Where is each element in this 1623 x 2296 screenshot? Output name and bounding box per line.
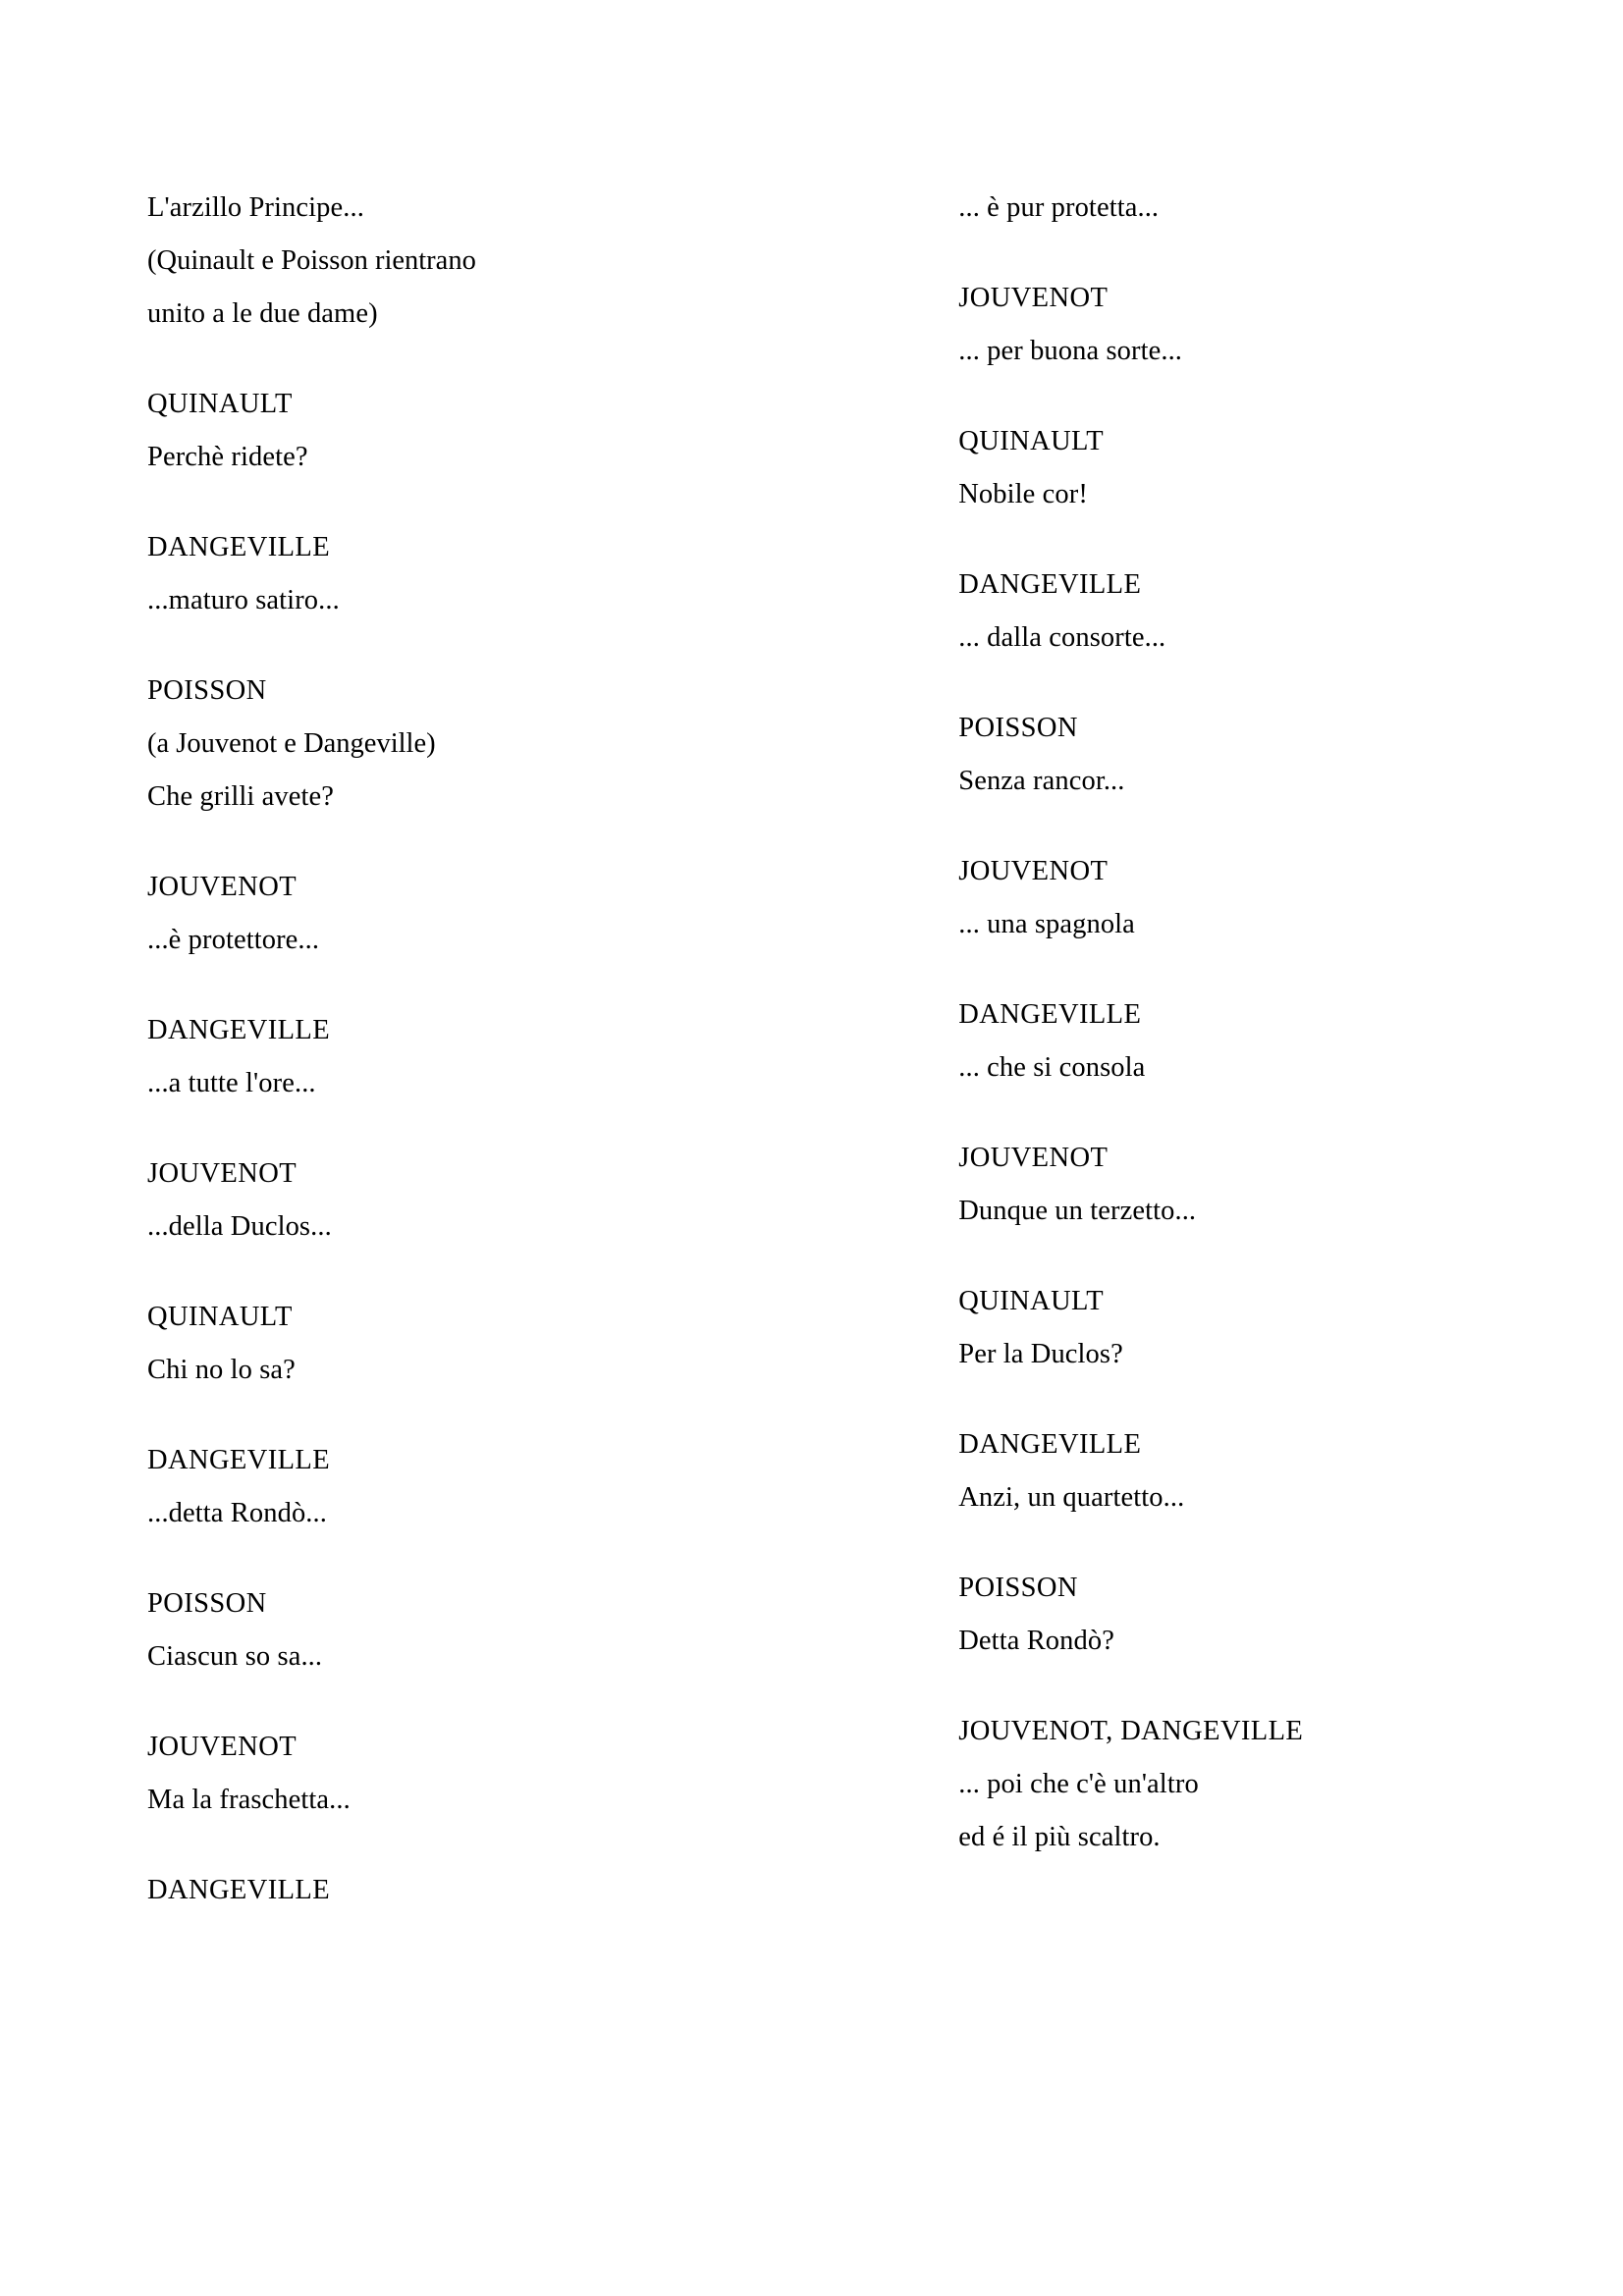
dialogue-line: Perchè ridete? — [147, 442, 308, 472]
dialogue-block — [958, 1132, 1476, 1238]
left-column — [147, 182, 806, 1917]
two-column-layout — [147, 182, 1476, 1917]
dialogue-line: Nobile cor! — [958, 479, 1088, 509]
dialogue-block — [147, 1148, 806, 1254]
stage-direction: (Quinault e Poisson rientrano — [147, 245, 476, 276]
speaker-name: DANGEVILLE — [147, 1445, 331, 1475]
speaker-name: JOUVENOT — [147, 1158, 298, 1189]
speaker-name: QUINAULT — [958, 426, 1105, 456]
dialogue-line: ...a tutte l'ore... — [147, 1068, 316, 1098]
dialogue-line: Senza rancor... — [958, 766, 1125, 796]
dialogue-line: Che grilli avete? — [147, 781, 335, 812]
speaker-name: DANGEVILLE — [147, 1875, 331, 1905]
speaker-name: JOUVENOT — [958, 1143, 1109, 1173]
dialogue-block — [147, 1721, 806, 1827]
speaker-name: JOUVENOT — [958, 283, 1109, 313]
dialogue-line: ... una spagnola — [958, 909, 1135, 939]
dialogue-line: Chi no lo sa? — [147, 1355, 296, 1385]
dialogue-block — [958, 1705, 1476, 1864]
dialogue-block — [958, 1275, 1476, 1381]
dialogue-line: ...della Duclos... — [147, 1211, 332, 1242]
dialogue-line: Dunque un terzetto... — [958, 1196, 1197, 1226]
speaker-name: JOUVENOT — [958, 856, 1109, 886]
dialogue-line: ed é il più scaltro. — [958, 1822, 1161, 1852]
dialogue-line: ... poi che c'è un'altro — [958, 1769, 1199, 1799]
speaker-name: QUINAULT — [147, 389, 293, 419]
dialogue-block — [147, 1004, 806, 1110]
speaker-name: JOUVENOT — [147, 1732, 298, 1762]
dialogue-block — [958, 845, 1476, 951]
stage-direction: (a Jouvenot e Dangeville) — [147, 728, 436, 759]
dialogue-line: ... è pur protetta... — [958, 192, 1160, 223]
dialogue-line: Per la Duclos? — [958, 1339, 1123, 1369]
speaker-name: QUINAULT — [147, 1302, 293, 1332]
dialogue-block — [147, 521, 806, 627]
dialogue-block — [958, 415, 1476, 521]
dialogue-block — [958, 702, 1476, 808]
speaker-name: JOUVENOT — [147, 872, 298, 902]
dialogue-block — [147, 1864, 806, 1917]
dialogue-block — [958, 182, 1476, 235]
dialogue-line: Anzi, un quartetto... — [958, 1482, 1185, 1513]
speaker-name: POISSON — [958, 713, 1078, 743]
dialogue-line: unito a le due dame) — [147, 298, 378, 329]
speaker-name: POISSON — [147, 1588, 267, 1619]
dialogue-line: Ciascun so sa... — [147, 1641, 323, 1672]
speaker-name: DANGEVILLE — [147, 532, 331, 562]
dialogue-line: ... che si consola — [958, 1052, 1146, 1083]
dialogue-line: L'arzillo Principe... — [147, 192, 364, 223]
speaker-name: DANGEVILLE — [147, 1015, 331, 1045]
speaker-name: JOUVENOT, DANGEVILLE — [958, 1716, 1304, 1746]
dialogue-line: ...maturo satiro... — [147, 585, 340, 615]
dialogue-block — [958, 988, 1476, 1095]
dialogue-block — [958, 1562, 1476, 1668]
speaker-name: DANGEVILLE — [958, 1429, 1142, 1460]
speaker-name: QUINAULT — [958, 1286, 1105, 1316]
dialogue-block — [147, 665, 806, 824]
dialogue-block — [147, 378, 806, 484]
dialogue-block — [958, 559, 1476, 665]
dialogue-block — [958, 1418, 1476, 1524]
dialogue-block — [147, 1434, 806, 1540]
speaker-name: POISSON — [147, 675, 267, 706]
dialogue-line: ... dalla consorte... — [958, 622, 1166, 653]
dialogue-line: ... per buona sorte... — [958, 336, 1183, 366]
speaker-name: DANGEVILLE — [958, 999, 1142, 1030]
dialogue-line: ...è protettore... — [147, 925, 320, 955]
speaker-name: DANGEVILLE — [958, 569, 1142, 600]
dialogue-block — [147, 1577, 806, 1683]
speaker-name: POISSON — [958, 1573, 1078, 1603]
dialogue-line: Ma la fraschetta... — [147, 1785, 351, 1815]
dialogue-block — [958, 272, 1476, 378]
dialogue-block — [147, 1291, 806, 1397]
dialogue-line: ...detta Rondò... — [147, 1498, 327, 1528]
dialogue-block — [147, 861, 806, 967]
right-column — [806, 182, 1476, 1864]
dialogue-line: Detta Rondò? — [958, 1626, 1114, 1656]
dialogue-block — [147, 182, 806, 341]
